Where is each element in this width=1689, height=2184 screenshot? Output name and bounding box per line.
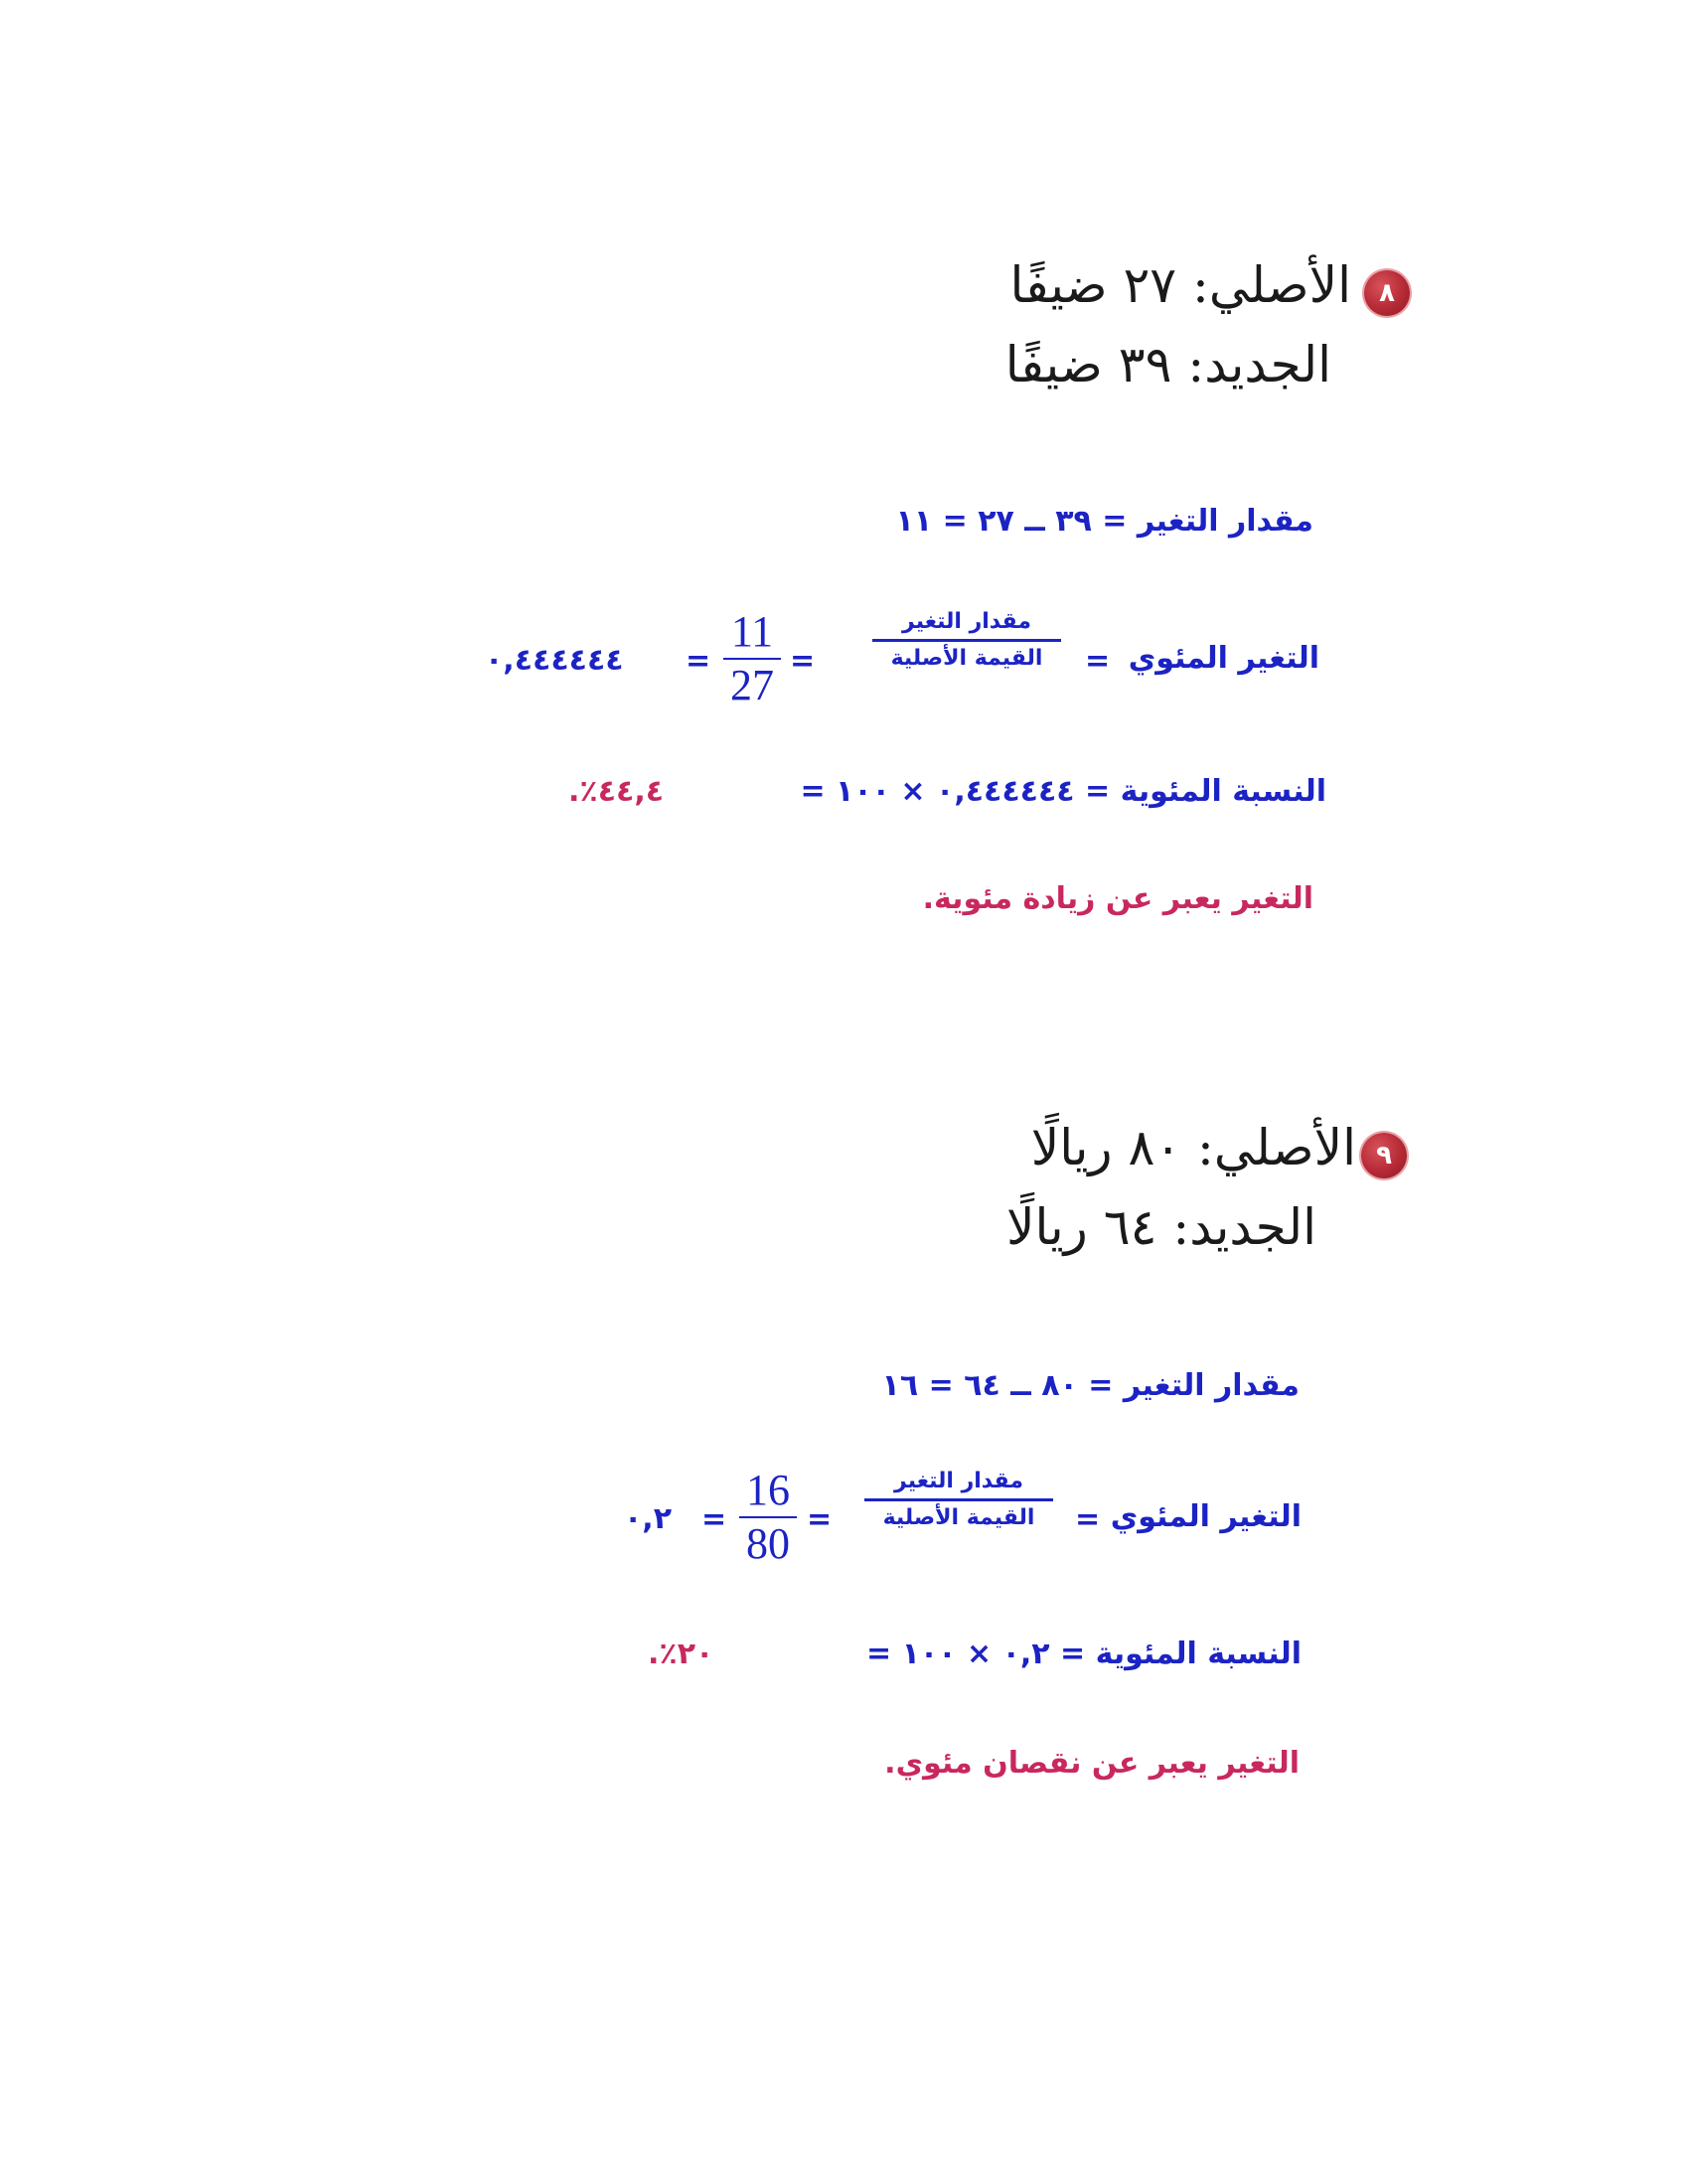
new-value: الجديد: ٣٩ ضيفًا [1004,336,1331,393]
problem-number-badge: ٨ [1364,270,1410,316]
change-amount-line: مقدار التغير = ٨٠ ــ ٦٤ = ١٦ [881,1368,1300,1403]
percent-result: ٢٠٪. [648,1637,714,1671]
value-fraction [739,1466,797,1568]
value-numerator: 11 [730,607,774,656]
percent-change-label: التغير المئوي [1128,641,1319,676]
formula-fraction [864,1471,1053,1529]
equals-sign: = [1085,644,1111,679]
decimal-result: ٠,٢ [624,1501,673,1536]
fraction-bar [739,1516,797,1518]
fraction-denominator: القيمة الأصلية [882,1505,1035,1530]
equals-sign: = [790,644,816,679]
fraction-denominator: القيمة الأصلية [890,646,1043,671]
percent-line: النسبة المئوية = ٠,٤٤٤٤٤٤ × ١٠٠ = [800,774,1326,809]
problem-number-badge: ٩ [1361,1133,1407,1178]
percent-line: النسبة المئوية = ٠,٢ × ١٠٠ = [866,1637,1302,1671]
formula-fraction [872,611,1061,670]
original-value: الأصلي: ٨٠ ريالًا [1030,1119,1356,1176]
conclusion-text: التغير يعبر عن زيادة مئوية. [922,881,1313,916]
equals-sign: = [686,644,711,679]
fraction-bar [872,639,1061,642]
percent-change-label: التغير المئوي [1110,1499,1302,1534]
equals-sign: = [807,1502,833,1537]
decimal-result: ٠,٤٤٤٤٤٤ [485,643,624,678]
value-numerator: 16 [746,1466,790,1514]
conclusion-text: التغير يعبر عن نقصان مئوي. [884,1746,1300,1781]
change-amount-line: مقدار التغير = ٣٩ ــ ٢٧ = ١١ [895,504,1313,539]
fraction-numerator: مقدار التغير [894,1469,1023,1493]
original-value: الأصلي: ٢٧ ضيفًا [1009,256,1351,314]
fraction-numerator: مقدار التغير [902,609,1031,634]
new-value: الجديد: ٦٤ ريالًا [1006,1198,1316,1256]
value-fraction [723,607,781,709]
fraction-bar [864,1498,1053,1501]
equals-sign: = [1075,1502,1101,1537]
fraction-bar [723,658,781,660]
equals-sign: = [701,1502,727,1537]
percent-result: ٤٤,٤٪. [568,774,665,809]
value-denominator: 80 [746,1519,790,1568]
value-denominator: 27 [730,661,774,709]
